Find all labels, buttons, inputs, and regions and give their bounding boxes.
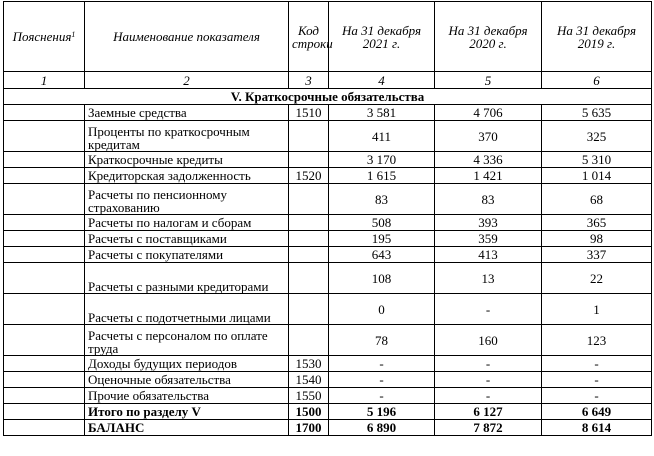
line-code bbox=[289, 294, 329, 325]
value-2020: - bbox=[435, 356, 542, 372]
table-row bbox=[4, 168, 652, 184]
line-code bbox=[289, 231, 329, 247]
line-code bbox=[289, 263, 329, 294]
value-2021: 508 bbox=[329, 215, 435, 231]
column-number: 1 bbox=[4, 72, 85, 89]
value-2020: 359 bbox=[435, 231, 542, 247]
value-2021: 83 bbox=[329, 184, 435, 215]
indicator-name: Заемные средства bbox=[85, 105, 289, 121]
table-row bbox=[4, 404, 652, 420]
table-row bbox=[4, 263, 652, 294]
value-2020: 393 bbox=[435, 215, 542, 231]
line-code: 1530 bbox=[289, 356, 329, 372]
section-title-row bbox=[4, 89, 652, 105]
notes-cell bbox=[4, 215, 85, 231]
header-name: Наименование показателя bbox=[85, 2, 289, 72]
notes-cell bbox=[4, 404, 85, 420]
line-code: 1510 bbox=[289, 105, 329, 121]
table-row bbox=[4, 231, 652, 247]
value-2021: - bbox=[329, 388, 435, 404]
indicator-name: Итого по разделу V bbox=[85, 404, 289, 420]
line-code bbox=[289, 215, 329, 231]
line-code: 1520 bbox=[289, 168, 329, 184]
indicator-name: Расчеты с разными кредиторами bbox=[85, 263, 289, 294]
value-2019: 5 635 bbox=[542, 105, 652, 121]
notes-cell bbox=[4, 325, 85, 356]
value-2019: 1 bbox=[542, 294, 652, 325]
value-2020: 370 bbox=[435, 121, 542, 152]
line-code: 1550 bbox=[289, 388, 329, 404]
indicator-name: Проценты по краткосрочным кредитам bbox=[85, 121, 289, 152]
value-2019: 68 bbox=[542, 184, 652, 215]
value-2021: - bbox=[329, 356, 435, 372]
column-number: 4 bbox=[329, 72, 435, 89]
value-2021: 108 bbox=[329, 263, 435, 294]
section-title: V. Краткосрочные обязательства bbox=[4, 89, 652, 105]
table-row bbox=[4, 325, 652, 356]
value-2021: 5 196 bbox=[329, 404, 435, 420]
value-2021: 3 581 bbox=[329, 105, 435, 121]
value-2020: 1 421 bbox=[435, 168, 542, 184]
header-2021: На 31 декабря 2021 г. bbox=[329, 2, 435, 72]
notes-cell bbox=[4, 388, 85, 404]
indicator-name: Расчеты по налогам и сборам bbox=[85, 215, 289, 231]
notes-cell bbox=[4, 294, 85, 325]
table-row bbox=[4, 388, 652, 404]
value-2019: 8 614 bbox=[542, 420, 652, 436]
indicator-name: Прочие обязательства bbox=[85, 388, 289, 404]
notes-cell bbox=[4, 105, 85, 121]
value-2019: - bbox=[542, 388, 652, 404]
value-2020: 413 bbox=[435, 247, 542, 263]
value-2021: 78 bbox=[329, 325, 435, 356]
indicator-name: Расчеты с персоналом по оплате труда bbox=[85, 325, 289, 356]
value-2021: 411 bbox=[329, 121, 435, 152]
value-2019: 6 649 bbox=[542, 404, 652, 420]
value-2021: 6 890 bbox=[329, 420, 435, 436]
value-2019: 365 bbox=[542, 215, 652, 231]
line-code bbox=[289, 247, 329, 263]
notes-cell bbox=[4, 420, 85, 436]
indicator-name: Расчеты с подотчетными лицами bbox=[85, 294, 289, 325]
column-number: 6 bbox=[542, 72, 652, 89]
value-2021: 195 bbox=[329, 231, 435, 247]
value-2020: - bbox=[435, 294, 542, 325]
line-code bbox=[289, 325, 329, 356]
notes-cell bbox=[4, 168, 85, 184]
value-2020: - bbox=[435, 388, 542, 404]
value-2020: - bbox=[435, 372, 542, 388]
table-row bbox=[4, 247, 652, 263]
notes-cell bbox=[4, 356, 85, 372]
line-code bbox=[289, 152, 329, 168]
indicator-name: Расчеты по пенсионному страхованию bbox=[85, 184, 289, 215]
value-2019: 1 014 bbox=[542, 168, 652, 184]
indicator-name: Кредиторская задолженность bbox=[85, 168, 289, 184]
header-2019: На 31 декабря 2019 г. bbox=[542, 2, 652, 72]
value-2019: 325 bbox=[542, 121, 652, 152]
indicator-name: Краткосрочные кредиты bbox=[85, 152, 289, 168]
footnote-marker: 1 bbox=[71, 30, 76, 39]
value-2019: - bbox=[542, 356, 652, 372]
header-2020: На 31 декабря 2020 г. bbox=[435, 2, 542, 72]
table-row bbox=[4, 152, 652, 168]
value-2020: 4 706 bbox=[435, 105, 542, 121]
indicator-name: Расчеты с поставщиками bbox=[85, 231, 289, 247]
value-2021: 643 bbox=[329, 247, 435, 263]
indicator-name: Оценочные обязательства bbox=[85, 372, 289, 388]
indicator-name: Расчеты с покупателями bbox=[85, 247, 289, 263]
indicator-name: БАЛАНС bbox=[85, 420, 289, 436]
notes-cell bbox=[4, 121, 85, 152]
value-2020: 7 872 bbox=[435, 420, 542, 436]
value-2019: - bbox=[542, 372, 652, 388]
table-row bbox=[4, 105, 652, 121]
value-2020: 6 127 bbox=[435, 404, 542, 420]
column-number: 3 bbox=[289, 72, 329, 89]
header-row bbox=[4, 2, 652, 72]
value-2021: 3 170 bbox=[329, 152, 435, 168]
line-code: 1700 bbox=[289, 420, 329, 436]
line-code bbox=[289, 184, 329, 215]
notes-cell bbox=[4, 263, 85, 294]
table-row bbox=[4, 184, 652, 215]
value-2021: - bbox=[329, 372, 435, 388]
column-numbers-row bbox=[4, 72, 652, 89]
value-2019: 123 bbox=[542, 325, 652, 356]
header-code: Код строки bbox=[289, 2, 329, 72]
value-2020: 83 bbox=[435, 184, 542, 215]
column-number: 5 bbox=[435, 72, 542, 89]
table-row bbox=[4, 372, 652, 388]
value-2019: 5 310 bbox=[542, 152, 652, 168]
notes-cell bbox=[4, 231, 85, 247]
value-2019: 98 bbox=[542, 231, 652, 247]
column-number: 2 bbox=[85, 72, 289, 89]
notes-cell bbox=[4, 184, 85, 215]
value-2020: 160 bbox=[435, 325, 542, 356]
value-2021: 1 615 bbox=[329, 168, 435, 184]
table-row bbox=[4, 215, 652, 231]
line-code: 1500 bbox=[289, 404, 329, 420]
notes-cell bbox=[4, 152, 85, 168]
balance-sheet-table bbox=[3, 1, 652, 436]
value-2021: 0 bbox=[329, 294, 435, 325]
value-2020: 4 336 bbox=[435, 152, 542, 168]
value-2020: 13 bbox=[435, 263, 542, 294]
table-row bbox=[4, 294, 652, 325]
table-row bbox=[4, 420, 652, 436]
line-code bbox=[289, 121, 329, 152]
value-2019: 22 bbox=[542, 263, 652, 294]
table-row bbox=[4, 356, 652, 372]
header-notes: Пояснения$^1$ bbox=[4, 2, 85, 72]
indicator-name: Доходы будущих периодов bbox=[85, 356, 289, 372]
value-2019: 337 bbox=[542, 247, 652, 263]
notes-cell bbox=[4, 372, 85, 388]
table-row bbox=[4, 121, 652, 152]
line-code: 1540 bbox=[289, 372, 329, 388]
notes-cell bbox=[4, 247, 85, 263]
